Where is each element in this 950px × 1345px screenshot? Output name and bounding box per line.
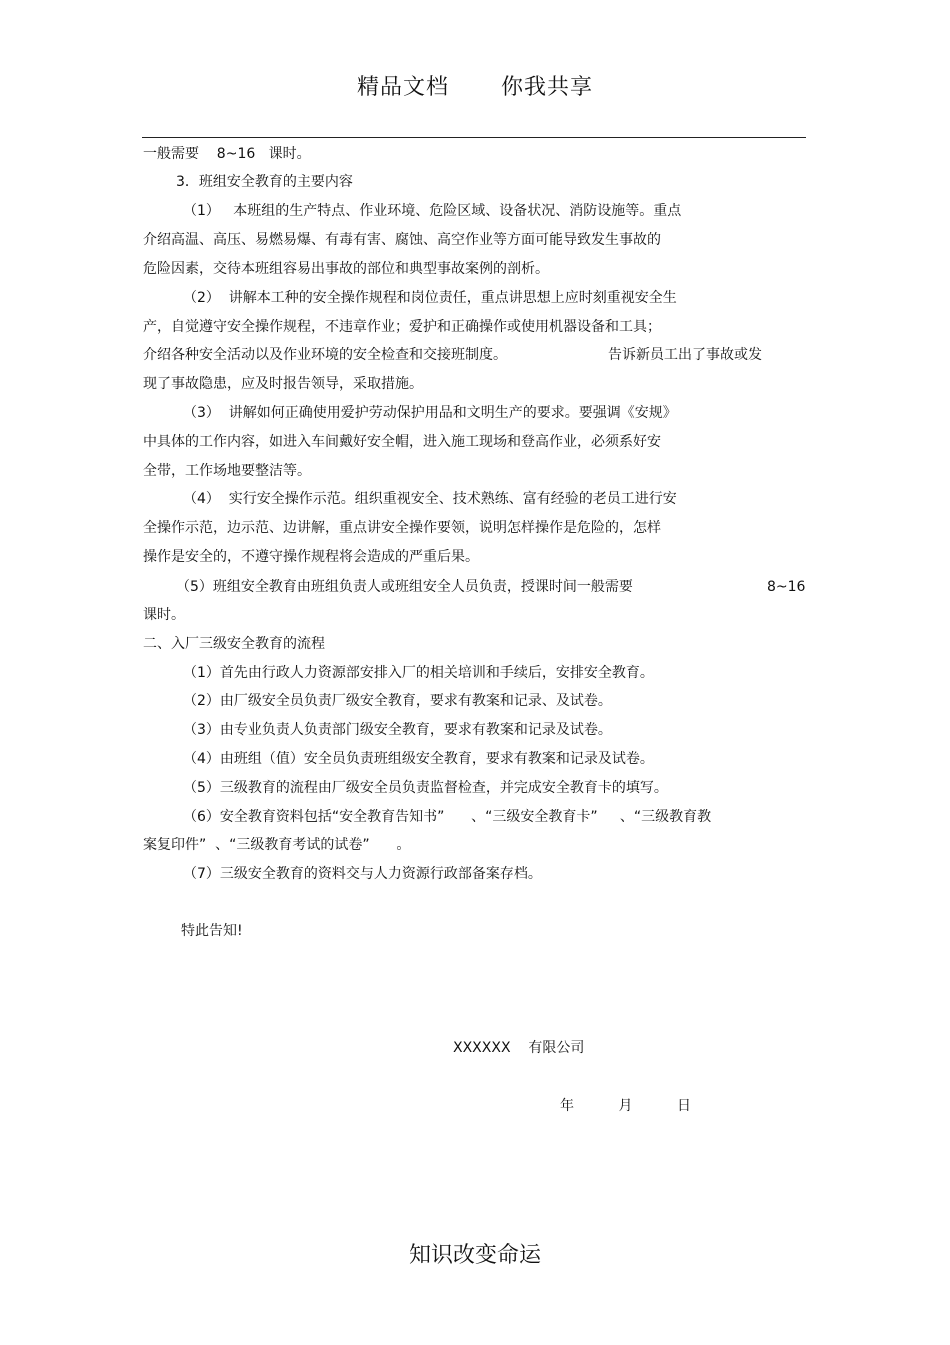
list-item: （5）三级教育的流程由厂级安全员负责监督检查，并完成安全教育卡的填写。 <box>183 780 668 796</box>
text-line: 全操作示范，边示范、边讲解，重点讲安全操作要领，说明怎样操作是危险的，怎样 <box>143 520 661 536</box>
text-line: （2） 讲解本工种的安全操作规程和岗位责任，重点讲思想上应时刻重视安全生 <box>183 290 677 306</box>
text-line: （1） 本班组的生产特点、作业环境、危险区域、设备状况、消防设施等。重点 <box>183 203 682 219</box>
list-item: （7）三级安全教育的资料交与人力资源行政部备案存档。 <box>183 866 542 882</box>
list-item: （4）由班组（值）安全员负责班组级安全教育，要求有教案和记录及试卷。 <box>183 751 654 767</box>
text-line: （3） 讲解如何正确使用爱护劳动保护用品和文明生产的要求。要强调《安规》 <box>183 405 677 421</box>
text-line: 现了事故隐患，应及时报告领导，采取措施。 <box>143 376 423 392</box>
date-line: 年 月 日 <box>560 1098 692 1114</box>
text-line: 产，自觉遵守安全操作规程，不违章作业；爱护和正确操作或使用机器设备和工具； <box>143 319 661 335</box>
header-divider <box>142 137 806 138</box>
header-right: 你我共享 <box>501 75 594 100</box>
text-line: 操作是安全的，不遵守操作规程将会造成的严重后果。 <box>143 549 479 565</box>
list-item: （1）首先由行政人力资源部安排入厂的相关培训和手续后，安排安全教育。 <box>183 665 654 681</box>
text-line: 课时。 <box>143 607 185 623</box>
text-line: （5）班组安全教育由班组负责人或班组安全人员负责，授课时间一般需要 <box>176 579 633 595</box>
text-line: 8~16 <box>767 579 806 595</box>
text-line: 告诉新员工出了事故或发 <box>608 347 762 363</box>
list-item: （2）由厂级安全员负责厂级安全教育，要求有教案和记录、及试卷。 <box>183 693 612 709</box>
text-line: 中具体的工作内容，如进入车间戴好安全帽，进入施工现场和登高作业，必须系好安 <box>143 434 661 450</box>
company-name: XXXXXX 有限公司 <box>453 1040 585 1056</box>
text-line: （4） 实行安全操作示范。组织重视安全、技术熟练、富有经验的老员工进行安 <box>183 491 677 507</box>
text-line: 危险因素，交待本班组容易出事故的部位和典型事故案例的剖析。 <box>143 261 549 277</box>
text-line: 全带，工作场地要整洁等。 <box>143 463 311 479</box>
list-item: 案复印件” 、“三级教育考试的试卷” 。 <box>143 837 411 853</box>
closing-note: 特此告知! <box>181 923 243 939</box>
text-line: 一般需要 8~16 课时。 <box>143 146 311 162</box>
text-line: 介绍高温、高压、易燃易爆、有毒有害、腐蚀、高空作业等方面可能导致发生事故的 <box>143 232 661 248</box>
page-footer: 知识改变命运 <box>408 1243 541 1268</box>
section-heading: 二、入厂三级安全教育的流程 <box>143 636 325 652</box>
text-line: 介绍各种安全活动以及作业环境的安全检查和交接班制度。 <box>143 347 507 363</box>
page-header <box>0 70 950 101</box>
header-left: 精品文档 <box>356 75 449 100</box>
section-heading: 3．班组安全教育的主要内容 <box>176 174 353 190</box>
list-item: （6）安全教育资料包括“安全教育告知书” 、“三级安全教育卡” 、“三级教育教 <box>183 809 712 825</box>
list-item: （3）由专业负责人负责部门级安全教育，要求有教案和记录及试卷。 <box>183 722 612 738</box>
